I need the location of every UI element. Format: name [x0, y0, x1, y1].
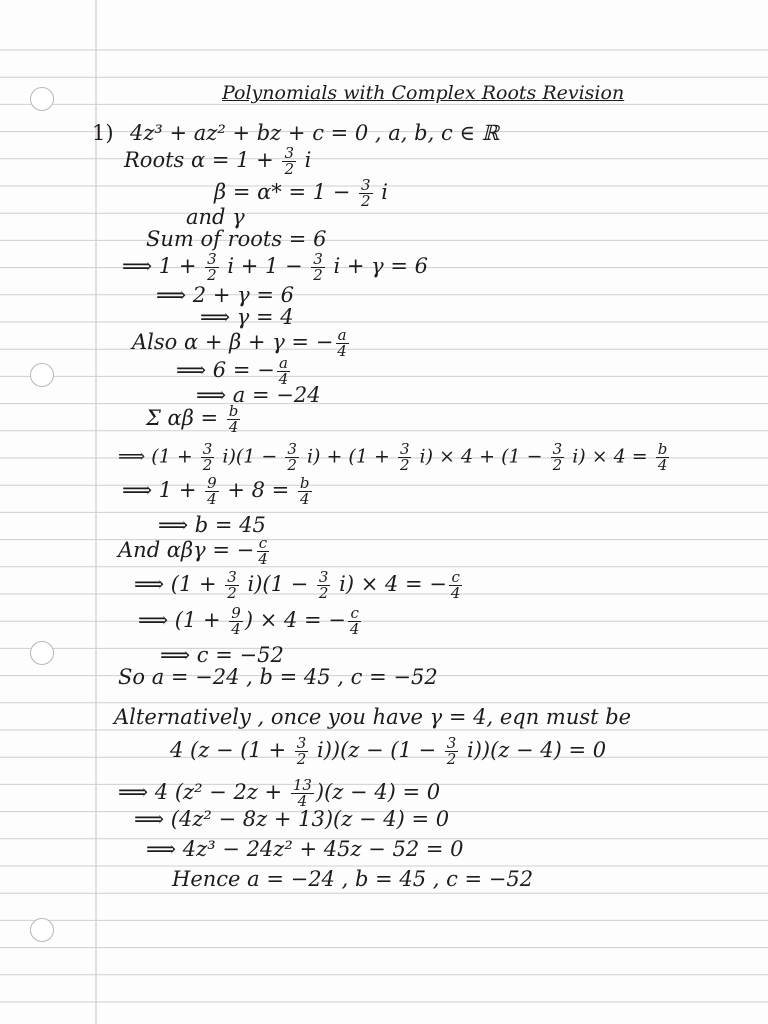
- equation-line: Also α + β + γ = − $\frac{a}{4}$: [132, 326, 347, 360]
- equation-line: β = α* = 1 − $\frac{3}{2}$ i: [214, 176, 388, 210]
- equation-line: 4 (z − (1 + $\frac{3}{2}$ i))(z − (1 − $\frac{3}{2}$ i))(z − 4) = 0: [170, 734, 607, 768]
- equation-line: ⟹ γ = 4: [200, 305, 294, 329]
- equation-line: ⟹ 1 + $\frac{9}{4}$ + 8 = $\frac{b}{4}$: [122, 474, 310, 508]
- equation-line: ⟹ b = 45: [158, 513, 266, 537]
- equation-line: And αβγ = − $\frac{c}{4}$: [118, 534, 268, 568]
- equation-line: ⟹ 4z³ − 24z² + 45z − 52 = 0: [146, 837, 464, 861]
- equation-line: Sum of roots = 6: [146, 227, 327, 251]
- equation-line: ⟹ (1 + $\frac{9}{4}$ ) × 4 = − $\frac{c}{4}$: [138, 604, 360, 638]
- equation-line: and γ: [186, 205, 245, 229]
- equation-line: ⟹ a = −24: [196, 383, 321, 407]
- result-line: So a = −24 , b = 45 , c = −52: [118, 665, 438, 689]
- equation-line: ⟹ 1 + $\frac{3}{2}$ i + 1 − $\frac{3}{2}$ i + γ = 6: [122, 250, 429, 284]
- equation-line: Roots α = 1 + $\frac{3}{2}$ i: [124, 144, 312, 178]
- text-line: Alternatively , once you have γ = 4, eqn must be: [114, 705, 632, 729]
- equation-line: ⟹ (1 + $\frac{3}{2}$ i)(1 − $\frac{3}{2}$ i) + (1 + $\frac{3}{2}$ i) × 4 + (1 − $\frac{3}{2}$ i) × 4 = $\frac{b}{4}$: [118, 440, 668, 474]
- equation-line: ⟹ c = −52: [160, 643, 284, 667]
- punch-hole: [30, 87, 54, 111]
- equation-line: ⟹ 6 = − $\frac{a}{4}$: [176, 354, 289, 388]
- question-number: 1): [92, 121, 114, 145]
- punch-hole: [30, 918, 54, 942]
- equation-line: ⟹ (1 + $\frac{3}{2}$ i)(1 − $\frac{3}{2}$ i) × 4 = − $\frac{c}{4}$: [134, 568, 461, 602]
- equation-line: 4z³ + az² + bz + c = 0 , a, b, c ∈ ℝ: [130, 121, 500, 145]
- page-title: Polynomials with Complex Roots Revision: [222, 82, 625, 104]
- punch-hole: [30, 363, 54, 387]
- equation-line: ⟹ 2 + γ = 6: [156, 283, 294, 307]
- result-line: Hence a = −24 , b = 45 , c = −52: [172, 867, 534, 891]
- equation-line: ⟹ 4 (z² − 2z + $\frac{13}{4}$ )(z − 4) = 0: [118, 776, 441, 810]
- punch-hole: [30, 641, 54, 665]
- equation-line: Σ αβ = $\frac{b}{4}$: [146, 402, 239, 436]
- equation-line: ⟹ (4z² − 8z + 13)(z − 4) = 0: [134, 807, 450, 831]
